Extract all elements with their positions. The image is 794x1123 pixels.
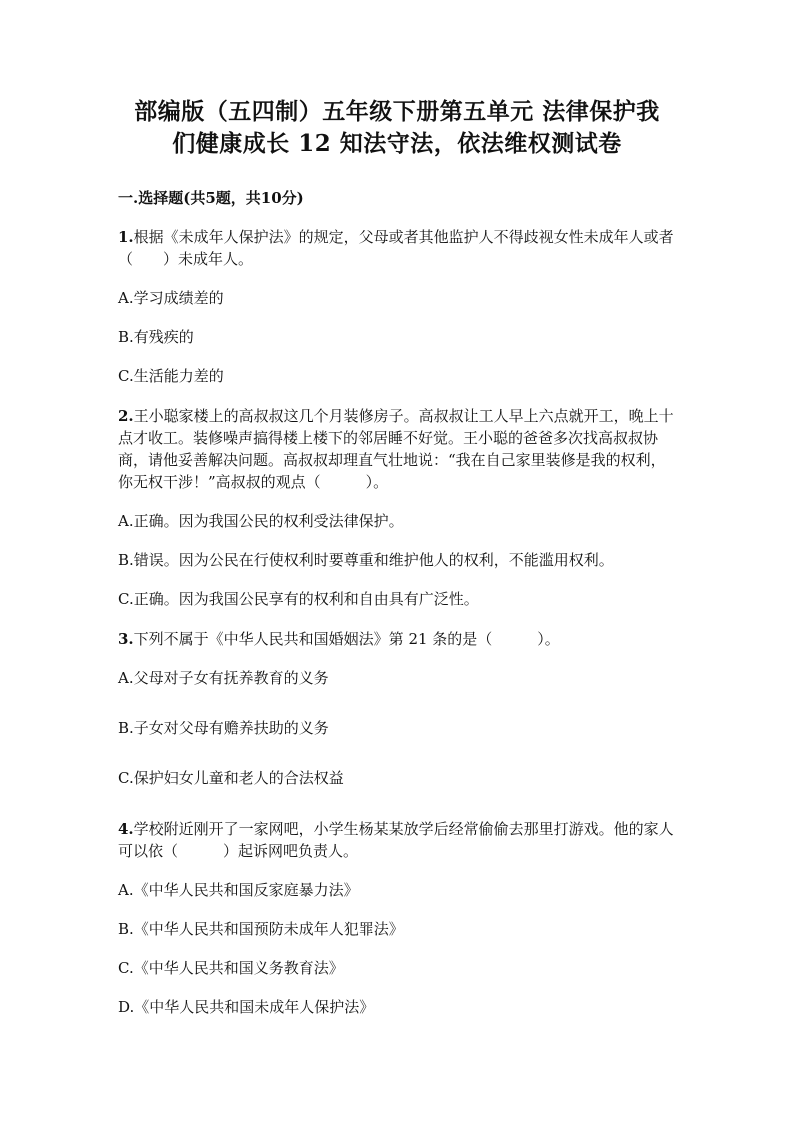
option-a: A.父母对子女有抚养教育的义务 xyxy=(118,669,329,687)
page-title xyxy=(118,96,676,160)
section-heading: 一.选择题(共5题，共10分) xyxy=(118,189,304,207)
question-number: 2. xyxy=(118,407,134,425)
question-3 xyxy=(118,628,676,788)
option-b: B.子女对父母有赡养扶助的义务 xyxy=(118,719,329,737)
option-a: A.学习成绩差的 xyxy=(118,289,224,307)
title-line-2: 们健康成长 12 知法守法，依法维权测试卷 xyxy=(172,130,622,157)
option-c: C.正确。因为我国公民享有的权利和自由具有广泛性。 xyxy=(118,590,479,608)
question-text: 根据《未成年人保护法》的规定，父母或者其他监护人不得歧视女性未成年人或者（ ）未成年人。 xyxy=(118,228,674,268)
question-number: 3. xyxy=(118,630,134,648)
title-line-1: 部编版（五四制）五年级下册第五单元 法律保护我 xyxy=(134,98,660,125)
question-stem xyxy=(118,226,676,270)
option-b: B.《中华人民共和国预防未成年人犯罪法》 xyxy=(118,920,404,938)
option-b: B.错误。因为公民在行使权利时要尊重和维护他人的权利，不能滥用权利。 xyxy=(118,551,614,569)
option-b: B.有残疾的 xyxy=(118,328,194,346)
question-4 xyxy=(118,818,676,1017)
question-2 xyxy=(118,405,676,609)
question-stem xyxy=(118,628,676,650)
option-a: A.《中华人民共和国反家庭暴力法》 xyxy=(118,881,359,899)
option-a: A.正确。因为我国公民的权利受法律保护。 xyxy=(118,512,404,530)
option-c: C.《中华人民共和国义务教育法》 xyxy=(118,959,344,977)
question-number: 4. xyxy=(118,820,134,838)
question-text: 学校附近刚开了一家网吧，小学生杨某某放学后经常偷偷去那里打游戏。他的家人可以依（ ）起诉网吧负责人。 xyxy=(118,820,674,860)
question-text: 下列不属于《中华人民共和国婚姻法》第 21 条的是（ ）。 xyxy=(133,630,560,648)
option-c: C.生活能力差的 xyxy=(118,367,224,385)
option-c: C.保护妇女儿童和老人的合法权益 xyxy=(118,769,344,787)
option-d: D.《中华人民共和国未成年人保护法》 xyxy=(118,998,375,1016)
question-1 xyxy=(118,226,676,386)
question-number: 1. xyxy=(118,228,134,246)
question-stem xyxy=(118,818,676,862)
question-text: 王小聪家楼上的高叔叔这几个月装修房子。高叔叔让工人早上六点就开工，晚上十点才收工。装修噪声搞得楼上楼下的邻居睡不好觉。王小聪的爸爸多次找高叔叔协商，请他妥善解决问题。高叔叔却理直气壮地说：“我在自己家里装修是我的权利，你无权干涉！”高叔叔的观点（ ）。 xyxy=(118,407,674,491)
question-stem xyxy=(118,405,676,493)
